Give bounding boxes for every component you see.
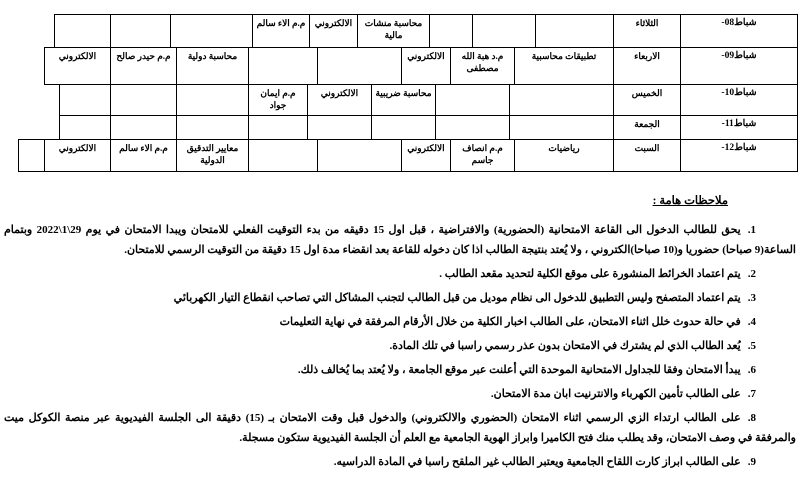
table-row <box>19 139 798 172</box>
platform-cell: الالكتروني <box>309 14 358 48</box>
subject-cell: محاسبة منشات مالية <box>357 14 430 48</box>
table-row <box>60 84 798 116</box>
table-row <box>60 115 798 140</box>
empty-cell <box>509 84 614 116</box>
day-cell: الثلاثاء <box>613 14 681 48</box>
instructor-cell: م.م الاء سالم <box>110 139 177 172</box>
empty-cell <box>248 115 308 140</box>
platform-cell: الالكتروني <box>401 139 451 172</box>
empty-cell <box>248 47 318 85</box>
note-number: 4. <box>747 316 756 328</box>
empty-cell <box>509 115 614 140</box>
date-cell: شباط08- <box>680 14 798 48</box>
note-text: على الطالب ابراز كارت اللقاح الجامعية ويعتبر الطالب غير الملقح راسبا في المادة الدراسيه. <box>333 456 741 468</box>
note-item <box>4 336 796 356</box>
instructor-cell: م.م حيدر صالح <box>110 47 177 85</box>
empty-cell <box>307 115 372 140</box>
note-number: 6. <box>747 364 756 376</box>
note-item <box>4 220 796 260</box>
empty-cell <box>317 47 402 85</box>
note-text: في حالة حدوث خلل اثناء الامتحان، على الطالب اخبار الكلية من خلال الأرقام المرفقة في نهاية التعليمات <box>279 316 741 328</box>
note-item <box>4 452 796 472</box>
note-text: يحق للطالب الدخول الى القاعة الامتحانية (الحضورية) والافتراضية ، قبل اول 15 دقيقه من بدء التوقيت الفعلي للامتحان ويبدا الامتحان في يوم 29\1\2022 وبتمام الساعة(9 صباحا) حضوريا و(10 صباحا)الكتروني ، ولا يُعتد بنتيجة الطالب اذا كان دخوله للقاعة بعد انقضاء مدة اول 15 دقيقة من التوقيت الرسمي للامتحان. <box>4 224 796 256</box>
empty-cell <box>371 115 436 140</box>
empty-cell <box>472 14 536 48</box>
note-text: على الطالب ارتداء الزي الرسمي اثناء الامتحان (الحضوري والالكتروني) والدخول قبل وقت الامتحان بـ (15) دقيقة الى الجلسة الفيديوية عبر منصة الكوكل ميت والمرفقة في وصف الامتحان، وقد يطلب منك فتح الكاميرا وابراز الهوية الجامعية مع العلم أن الجلسة الفيديوية ستكون مسجلة. <box>4 412 796 444</box>
empty-cell <box>59 115 111 140</box>
note-item <box>4 408 796 448</box>
platform-cell: الالكتروني <box>44 47 111 85</box>
note-text: يتم اعتماد المتصفح وليس التطبيق للدخول الى نظام موديل من قبل الطالب لتجنب المشاكل التي تصاحب انقطاع التيار الكهربائي <box>173 292 741 304</box>
note-item <box>4 264 796 284</box>
empty-cell <box>110 115 177 140</box>
note-item <box>4 360 796 380</box>
note-number: 8. <box>747 412 756 424</box>
notes-section <box>0 172 802 472</box>
subject-cell: رياضيات <box>514 139 614 172</box>
subject-cell: تطبيقات محاسبية <box>514 47 614 85</box>
instructor-cell: م.م انصاف جاسم <box>450 139 515 172</box>
note-number: 1. <box>747 224 756 236</box>
platform-cell: الالكتروني <box>44 139 111 172</box>
date-cell: شباط11- <box>680 115 798 140</box>
empty-cell <box>317 139 402 172</box>
note-text: يبدأ الامتحان وفقا للجداول الامتحانية الموحدة التي أعلنت عبر موقع الجامعة ، ولا يُعتد بما يُخالف ذلك. <box>297 364 741 376</box>
instructor-cell: م.م ايمان جواد <box>248 84 308 116</box>
notes-title: ملاحظات هامة : <box>652 195 728 207</box>
day-cell: الخميس <box>613 84 681 116</box>
instructor-cell: م.م الاء سالم <box>252 14 310 48</box>
empty-cell <box>54 14 111 48</box>
platform-cell: الالكتروني <box>401 47 451 85</box>
empty-cell <box>110 14 171 48</box>
empty-cell <box>176 84 249 116</box>
note-item <box>4 384 796 404</box>
date-cell: شباط10- <box>680 84 798 116</box>
empty-cell <box>429 14 473 48</box>
table-row <box>55 14 798 48</box>
note-number: 7. <box>747 388 756 400</box>
empty-cell <box>59 84 111 116</box>
date-cell: شباط09- <box>680 47 798 85</box>
notes-list <box>4 220 796 472</box>
schedule-table <box>0 14 798 172</box>
note-number: 9. <box>747 456 756 468</box>
date-cell: شباط12- <box>680 139 798 172</box>
empty-cell <box>435 115 510 140</box>
note-number: 5. <box>747 340 756 352</box>
subject-cell: معايير التدقيق الدولية <box>176 139 249 172</box>
empty-cell <box>248 139 318 172</box>
note-text: يُعد الطالب الذي لم يشترك في الامتحان بدون عذر رسمي راسبا في تلك المادة. <box>389 340 741 352</box>
instructor-cell: م.د هبة الله مصطفى <box>450 47 515 85</box>
note-text: يتم اعتماد الخرائط المنشورة على موقع الكلية لتحديد مقعد الطالب . <box>439 268 741 280</box>
empty-cell <box>535 14 614 48</box>
note-text: على الطالب تأمين الكهرباء والانترنيت ابان مدة الامتحان. <box>490 388 741 400</box>
empty-cell <box>18 139 45 172</box>
day-cell: السبت <box>613 139 681 172</box>
empty-cell <box>435 84 510 116</box>
note-number: 3. <box>747 292 756 304</box>
subject-cell: محاسبة ضريبية <box>371 84 436 116</box>
empty-cell <box>170 14 253 48</box>
table-row <box>45 47 798 85</box>
platform-cell: الالكتروني <box>307 84 372 116</box>
subject-cell: محاسبة دولية <box>176 47 249 85</box>
empty-cell <box>110 84 177 116</box>
empty-cell <box>176 115 249 140</box>
note-number: 2. <box>747 268 756 280</box>
note-item <box>4 288 796 308</box>
day-cell: الاربعاء <box>613 47 681 85</box>
note-item <box>4 312 796 332</box>
day-cell: الجمعة <box>613 115 681 140</box>
